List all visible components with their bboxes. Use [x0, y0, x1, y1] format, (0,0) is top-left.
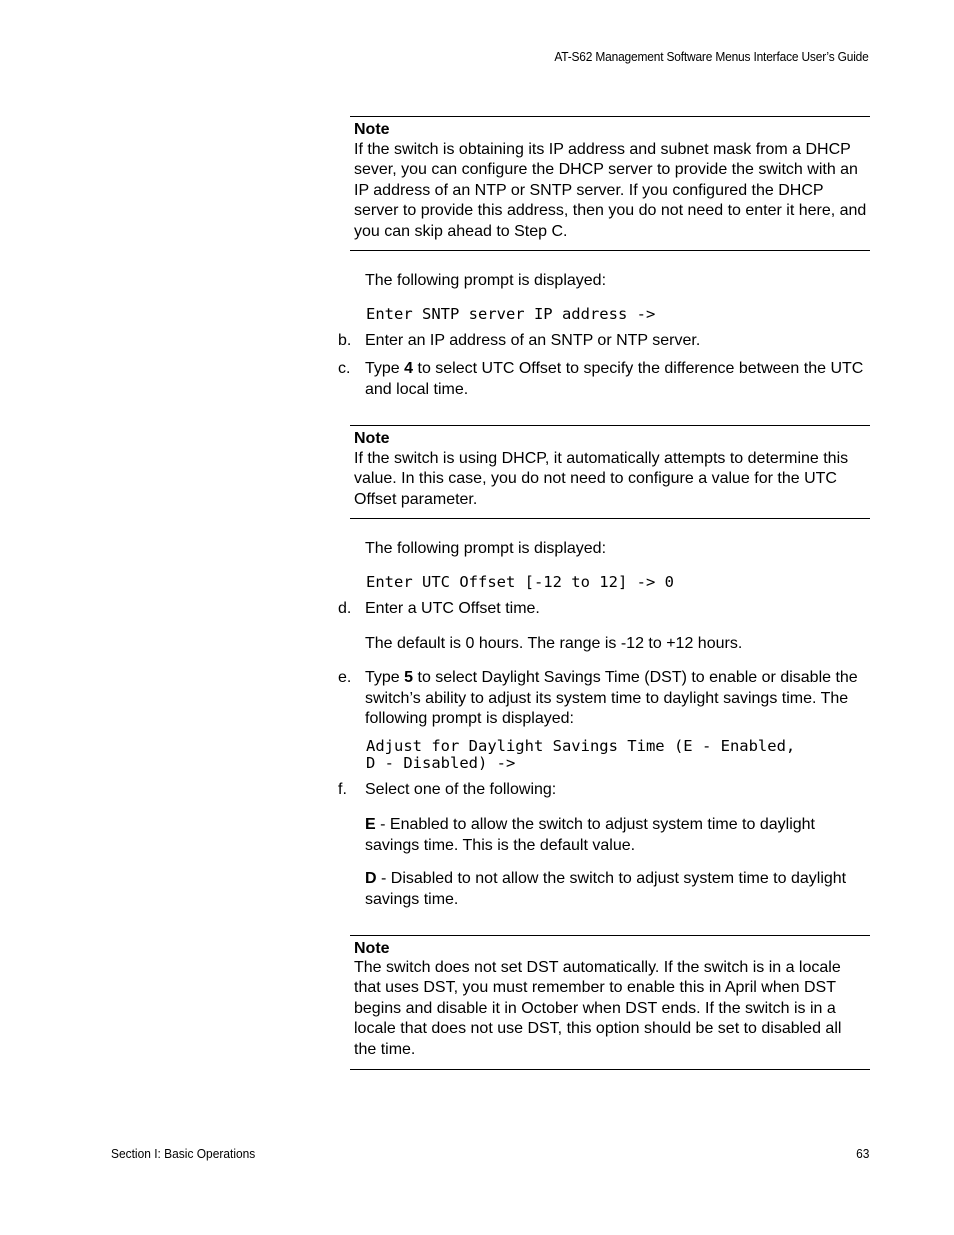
page-number: 63	[855, 1146, 869, 1161]
code-prompt: Enter SNTP server IP address ->	[366, 305, 656, 323]
menu-key: 5	[404, 669, 414, 686]
step-marker: d.	[338, 600, 352, 617]
step-marker: f.	[338, 781, 347, 798]
option-key: D	[365, 870, 377, 887]
step-text: Enter an IP address of an SNTP or NTP server.	[365, 332, 701, 349]
note-bottom-rule	[350, 518, 870, 519]
code-prompt: Enter UTC Offset [-12 to 12] -> 0	[366, 573, 674, 591]
menu-key: 4	[404, 360, 414, 377]
running-header: AT-S62 Management Software Menus Interface User’s Guide	[554, 49, 869, 64]
note-body: The switch does not set DST automatically. If the switch is in a locale that uses DST, you must remember to enable this in April when DST begins and disable it in October when DST ends. If the switch is in a locale that does not use DST, this option should be set to disabled all the time.	[354, 959, 842, 1058]
step-text: Select one of the following:	[365, 781, 557, 798]
option-disabled: D - Disabled to not allow the switch to adjust system time to daylight savings time.	[365, 870, 847, 908]
step-text: Enter a UTC Offset time.	[365, 600, 540, 617]
note-bottom-rule	[350, 250, 870, 251]
note-top-rule	[350, 935, 870, 936]
option-enabled: E - Enabled to allow the switch to adjust system time to daylight savings time. This is the default value.	[365, 816, 815, 854]
note-top-rule	[350, 425, 870, 426]
step-text: Type 5 to select Daylight Savings Time (DST) to enable or disable the switch’s ability to adjust its system time to daylight savings time. The following prompt is displayed:	[365, 669, 858, 727]
note-body: If the switch is obtaining its IP address and subnet mask from a DHCP sever, you can configure the DHCP server to provide the switch with an IP address of an NTP or SNTP server. If you configured the DHCP server to provide this address, then you do not need to enter it here, and you can skip ahead to Step C.	[354, 141, 867, 240]
prompt-intro: The following prompt is displayed:	[365, 272, 607, 289]
step-text: Type 4 to select UTC Offset to specify the difference between the UTC and local time.	[365, 360, 864, 398]
note-heading: Note	[354, 430, 390, 447]
note-top-rule	[350, 116, 870, 117]
code-prompt: Adjust for Daylight Savings Time (E - Enabled, D - Disabled) ->	[366, 737, 796, 772]
prompt-intro: The following prompt is displayed:	[365, 540, 607, 557]
option-key: E	[365, 816, 376, 833]
step-marker: c.	[338, 360, 351, 377]
note-bottom-rule	[350, 1069, 870, 1070]
note-heading: Note	[354, 940, 390, 957]
step-marker: b.	[338, 332, 352, 349]
note-heading: Note	[354, 121, 390, 138]
note-body: If the switch is using DHCP, it automatically attempts to determine this value. In this case, you do not need to configure a value for the UTC Offset parameter.	[354, 450, 849, 508]
footer-section: Section I: Basic Operations	[111, 1146, 256, 1161]
step-marker: e.	[338, 669, 352, 686]
step-detail: The default is 0 hours. The range is -12 to +12 hours.	[365, 635, 743, 652]
